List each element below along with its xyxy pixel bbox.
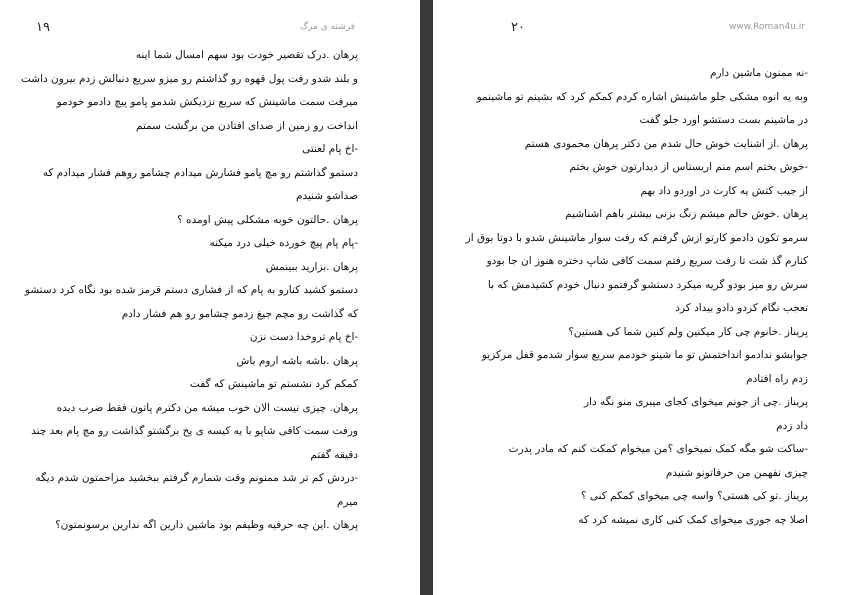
text-line: میرم — [336, 495, 358, 508]
text-line: انداخت رو زمین از صدای افتادن من برگشت سمتم — [135, 119, 358, 132]
text-line: پرهان .درک تقصیر خودت بود سهم امسال شما اینه — [135, 49, 358, 61]
text-line: که گذاشت رو مچم جیغ زدمو چشامو رو هم فشار دادم — [121, 307, 358, 320]
text-line: دستمو کشید کنارو به پام که از فشاری دستم قرمز شده بود نگاه کرد دستشو — [24, 284, 358, 296]
text-line: -اخ پام تروخدا دست نزن — [249, 331, 358, 343]
text-line: پرهان .بزارید ببینمش — [265, 260, 358, 273]
text-line: اصلا چه جوری میخوای کمک کنی کاری نمیشه کرد که — [578, 513, 808, 526]
right-page — [433, 0, 842, 595]
text-line: میرفت سمت ماشینش که سریع نزدیکش شدمو پامو پیچ دادمو خودمو — [56, 96, 358, 108]
text-line: در ماشینم بست دستشو اورد جلو گفت — [639, 114, 808, 126]
text-line: پرهان .از اشنایت خوش حال شدم من دکتر پرهان محمودی هستم — [524, 137, 808, 150]
text-line: کنارم گذ شت تا رفت سریع رفتم سمت کافی شاپ دختره هنوز ان جا بودو — [486, 255, 808, 267]
text-line: -خوش بختم اسم منم اریستاس از دیدارتون خوش بختم — [569, 161, 808, 173]
text-line: زدم راه افتادم — [746, 372, 808, 385]
text-line: سرمو تکون دادمو کارتو ازش گرفتم که رفت سوار ماشینش شدو با دوتا بوق از — [465, 231, 808, 244]
text-line: وبه یه انوه مشکی جلو ماشینش اشاره کردم کمکم کرد که بشینم تو ماشینمو — [476, 90, 808, 103]
text-line: پریناز .چی از جونم میخوای کجای میبری منو نگه دار — [583, 396, 808, 408]
left-page — [0, 0, 420, 595]
text-line: داد زدم — [776, 419, 808, 432]
text-line: -ساکت شو مگه کمک نمیخوای ؟من میخوام کمکت کنم که مادر پدرت — [508, 443, 808, 455]
text-line: از جیب کتش یه کارت در اوردو داد بهم — [640, 184, 808, 197]
text-line: -دردش کم تر شد ممنونم وقت شمارم گرفتم ببخشید مزاحمتون شدم دیگه — [35, 472, 358, 484]
text-line: سرش رو میز بودو گریه میکرد دستشو گرفتمو دنبال خودم کشیدمش که با — [487, 278, 808, 291]
text-line: ورفت سمت کافی شاپو با یه کیسه ی یخ برگشتو گذاشت رو مچ پام بعد چند — [31, 425, 358, 437]
text-line: جوابشو ندادمو انداختمش تو ما شینو خودمم سریع سوار شدمو قفل مرکزیو — [481, 349, 808, 361]
text-line: -اخ پام لعنتی — [302, 143, 358, 155]
text-line: صداشو شنیدم — [295, 190, 358, 202]
text-line: چیزی نفهمن من حرفاتونو شنیدم — [665, 466, 808, 479]
text-line: پرهان .این چه حرفیه وظیفم بود ماشین دارین اگه ندارین برسونمتون؟ — [55, 519, 358, 531]
right-body-text — [465, 62, 808, 532]
left-body-text — [18, 44, 358, 538]
text-line: تعجب نگام کردو دادو بیداد کرد — [675, 302, 808, 314]
running-header-website: www.Roman4u.ir — [729, 22, 805, 32]
text-line: پرهان .حالتون خوبه مشکلی پیش اومده ؟ — [177, 213, 358, 226]
running-header-title: فرشته ی مرگ — [300, 22, 355, 32]
text-line: پرهان. چیزی نیست الان خوب میشه من دکترم پاتون فقط ضرب دیده — [56, 401, 358, 414]
text-line: کمکم کرد نشستم تو ماشینش که گفت — [189, 378, 358, 390]
page-number: ٢٠ — [511, 20, 525, 35]
book-spine — [420, 0, 433, 595]
text-line: -نه ممنون ماشین دارم — [709, 67, 808, 79]
text-line: دستمو گذاشتم رو مچ پامو فشارش میدادم چشامو روهم فشار میدادم که — [42, 166, 358, 179]
text-line: و بلند شدو رفت پول قهوه رو گذاشتم رو میزو سریع دنبالش زدم بیرون داشت — [20, 72, 358, 85]
text-line: پرهان .خوش حالم میشم زنگ بزنی بیشتر باهم اشناشیم — [565, 208, 808, 220]
page-number: ١٩ — [36, 20, 50, 35]
text-line: پریناز .تو کی هستی؟ واسه چی میخوای کمکم کنی ؟ — [580, 490, 808, 502]
text-line: پریناز .خانوم چی کار میکنین ولم کنین شما کی هستین؟ — [568, 325, 808, 338]
text-line: -پام پام پیچ خورده خیلی درد میکنه — [209, 237, 358, 249]
text-line: پرهان .باشه باشه اروم باش — [236, 354, 358, 367]
text-line: دقیقه گفتم — [310, 448, 358, 461]
